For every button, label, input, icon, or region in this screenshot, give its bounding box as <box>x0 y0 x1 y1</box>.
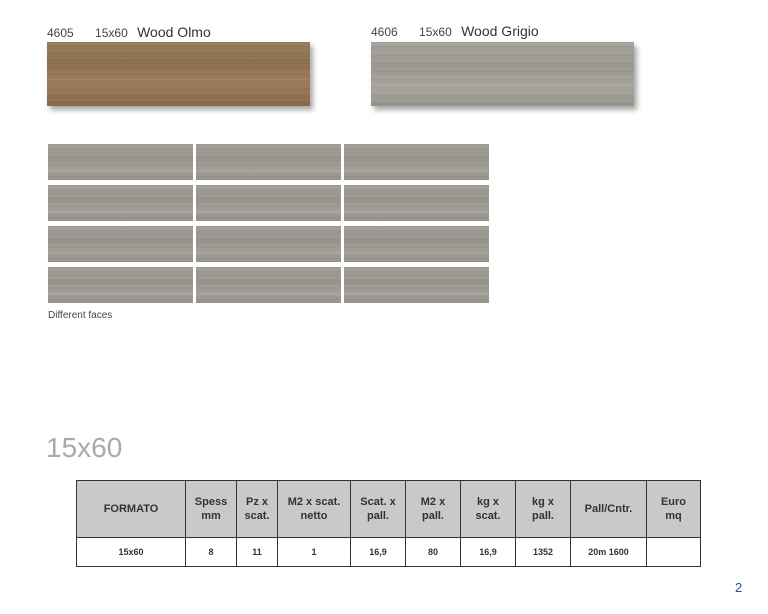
header-scatole-pallet <box>351 481 406 538</box>
wood-grigio-tile-image <box>371 42 634 106</box>
face-tile-image <box>344 185 489 221</box>
header-label: Pz x scat. <box>244 496 270 522</box>
header-label: M2 x scat. netto <box>287 496 341 522</box>
table-cell: 1 <box>278 538 351 567</box>
table-cell: 11 <box>237 538 278 567</box>
page-number: 2 <box>735 580 743 595</box>
face-tile-image <box>344 144 489 180</box>
header-label: FORMATO <box>103 503 159 515</box>
header-label: Scat. x pall. <box>360 496 396 522</box>
section-title: 15x60 <box>46 432 123 463</box>
different-faces-grid <box>48 144 490 303</box>
header-label: Spess mm <box>194 496 228 522</box>
header-euro-mq <box>647 481 701 538</box>
product-code: 4606 <box>371 25 398 39</box>
table-header-row <box>77 481 701 538</box>
header-kg-pallet <box>516 481 571 538</box>
header-spessore <box>186 481 237 538</box>
header-m2-pallet <box>406 481 461 538</box>
table-cell: 1352 <box>516 538 571 567</box>
product-name: Wood Olmo <box>137 24 211 40</box>
header-label: kg x scat. <box>475 496 501 522</box>
product-label-wood-olmo <box>47 24 211 40</box>
product-code: 4605 <box>47 26 74 40</box>
header-label: kg x pall. <box>531 496 554 522</box>
product-name: Wood Grigio <box>461 23 539 39</box>
table-cell: 15x60 <box>77 538 186 567</box>
faces-caption: Different faces <box>48 310 113 321</box>
table-row <box>77 538 701 567</box>
header-label: Pall/Cntr. <box>584 503 633 515</box>
header-label: Euro mq <box>660 496 687 522</box>
header-m2-scatola <box>278 481 351 538</box>
table-cell: 20m 1600 <box>571 538 647 567</box>
header-pezzi-scatola <box>237 481 278 538</box>
face-tile-image <box>344 267 489 303</box>
table-cell: 8 <box>186 538 237 567</box>
header-label: M2 x pall. <box>420 496 446 522</box>
table-cell: 80 <box>406 538 461 567</box>
face-tile-image <box>48 185 193 221</box>
table-cell: 16,9 <box>461 538 516 567</box>
face-tile-image <box>196 185 341 221</box>
face-tile-image <box>48 144 193 180</box>
spec-table <box>76 480 701 567</box>
header-kg-scatola <box>461 481 516 538</box>
table-cell <box>647 538 701 567</box>
face-tile-image <box>196 226 341 262</box>
table-cell: 16,9 <box>351 538 406 567</box>
face-tile-image <box>196 144 341 180</box>
face-tile-image <box>196 267 341 303</box>
face-tile-image <box>48 226 193 262</box>
header-pallet-container <box>571 481 647 538</box>
face-tile-image <box>48 267 193 303</box>
product-size: 15x60 <box>419 25 452 39</box>
product-label-wood-grigio <box>371 23 539 39</box>
wood-olmo-tile-image <box>47 42 310 106</box>
product-size: 15x60 <box>95 26 128 40</box>
header-formato <box>77 481 186 538</box>
face-tile-image <box>344 226 489 262</box>
